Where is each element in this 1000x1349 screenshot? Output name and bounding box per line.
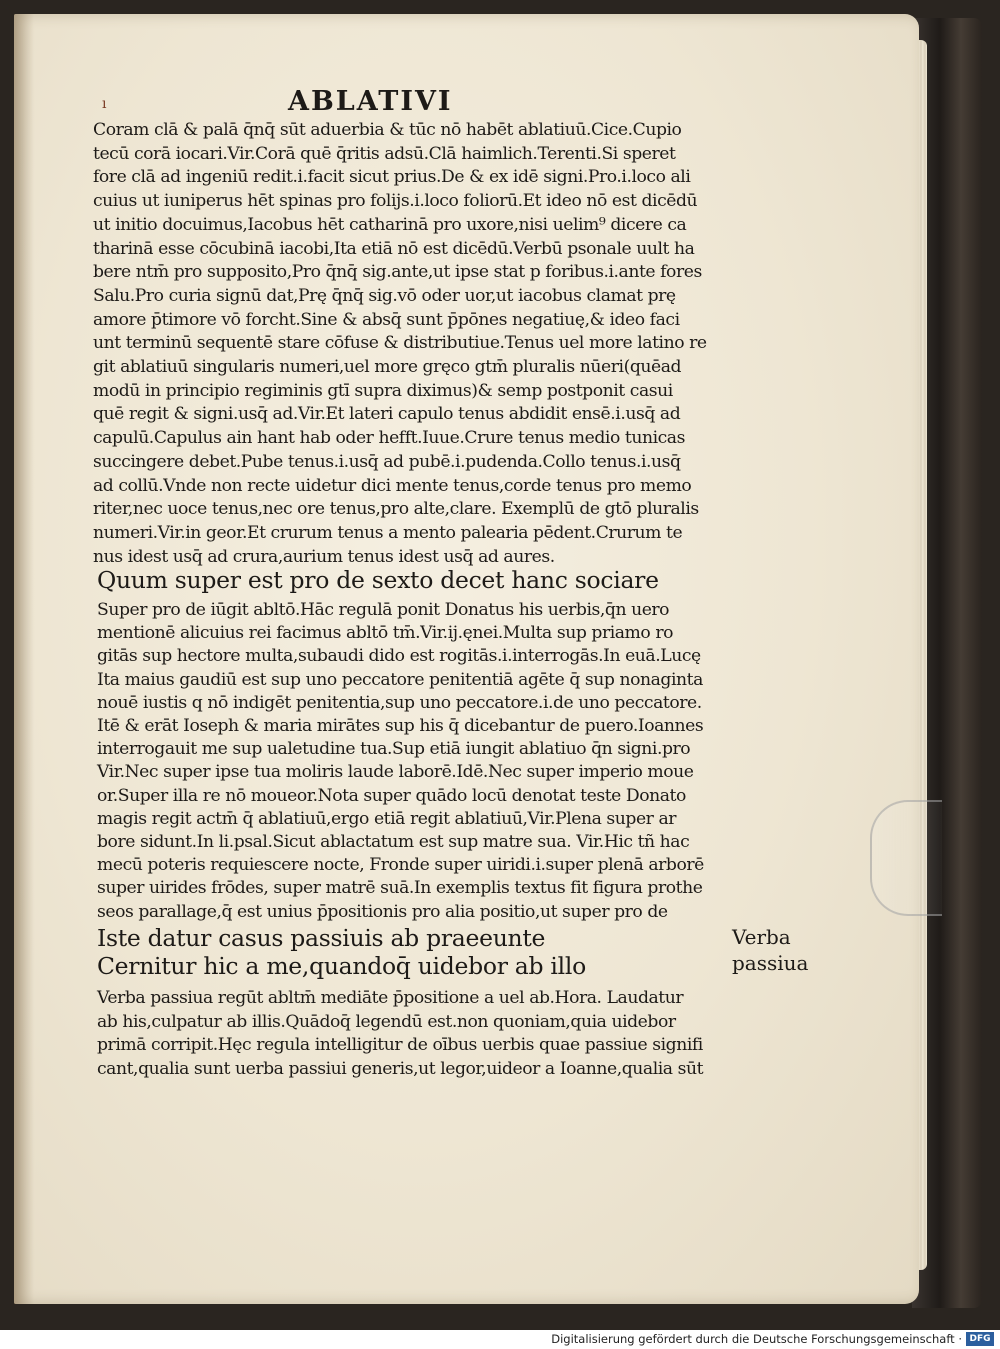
text-line: super uirides frōdes, super matrē suā.In exemplis textus fit figura prothe (97, 878, 703, 899)
text-line: cuius ut iuniperus hēt spinas pro folijs.i.loco foliorū.Et ideo nō est dicēdū (93, 191, 698, 212)
text-line: nouē iustis q nō indigēt penitentia,sup uno peccatore.i.de uno peccatore. (97, 692, 702, 713)
text-line: Vir.Nec super ipse tua moliris laude laborē.Idē.Nec super imperio moue (97, 762, 694, 783)
verse-rule-super: Quum super est pro de sexto decet hanc sociare (97, 566, 659, 594)
verse-rule-passiuis: Iste datur casus passiuis ab praeeunte (97, 924, 546, 952)
page-gutter-shadow (14, 14, 34, 1304)
text-line: bere ntm̄ pro supposito,Pro q̄nq̄ sig.ante,ut ipse stat p foribus.i.ante fores (93, 262, 702, 283)
text-line: modū in principio regiminis gtī supra diximus)& semp postponit casui (93, 380, 673, 401)
text-line: mentionē alicuius rei facimus abltō tm̄.Vir.ij.ęnei.Multa sup priamo ro (97, 623, 673, 644)
marginal-note-line: passiua (732, 951, 809, 975)
text-line: gitās sup hectore multa,subaudi dido est rogitās.i.interrogās.In euā.Lucę (97, 646, 701, 667)
text-line: ut initio docuimus,Iacobus hēt catharinā pro uxore,nisi uelim⁹ dicere ca (93, 214, 687, 235)
text-line: Salu.Pro curia signū dat,Prę q̄nq̄ sig.vō oder uor,ut iacobus clamat prę (93, 285, 676, 306)
text-line: Verba passiua regūt abltm̄ mediāte p̄positione a uel ab.Hora. Laudatur (97, 988, 684, 1008)
text-line: Itē & erāt Ioseph & maria mirātes sup his q̄ dicebantur de puero.Ioannes (97, 716, 704, 736)
text-line: magis regit actm̄ q̄ ablatiuū,ergo etiā regit ablatiuū,Vir.Plena super ar (97, 808, 677, 829)
marginal-note-line: Verba (732, 925, 791, 949)
text-line: interrogauit me sup ualetudine tua.Sup etiā iungit ablatiuo q̄n signi.pro (97, 739, 691, 760)
text-line: tecū corā iocari.Vir.Corā quē q̄ritis adsū.Clā haimlich.Terenti.Si speret (93, 143, 676, 164)
text-line: numeri.Vir.in geor.Et crurum tenus a mento palearia pēdent.Crurum te (93, 522, 683, 543)
text-line: ad collū.Vnde non recte uidetur dici mente tenus,corde tenus pro memo (93, 475, 692, 496)
text-line: riter,nec uoce tenus,nec ore tenus,pro alte,clare. Exemplū de gtō pluralis (93, 499, 699, 520)
text-line: succingere debet.Pube tenus.i.usq̄ ad pubē.i.pudenda.Collo tenus.i.usq̄ (93, 451, 681, 472)
text-line: or.Super illa re nō moueor.Nota super quādo locū denotat teste Donato (97, 785, 686, 806)
text-line: seos parallage,q̄ est unius p̄positionis pro alia positio,ut super pro de (97, 901, 668, 922)
text-line: amore p̄timore vō forcht.Sine & absq̄ sunt p̄pōnes negatiuę,& ideo faci (93, 309, 680, 330)
marginal-note (732, 924, 808, 976)
text-line: bore sidunt.In li.psal.Sicut ablactatum est sup matre sua. Vir.Hic tñ hac (97, 832, 690, 852)
dfg-logo: DFG (966, 1332, 994, 1346)
text-line: Ita maius gaudiū est sup uno peccatore penitentiā agēte q̄ sup nonaginta (97, 669, 703, 690)
text-line: quē regit & signi.usq̄ ad.Vir.Et lateri capulo tenus abdidit ensē.i.usq̄ ad (93, 404, 681, 425)
text-line: fore clā ad ingeniū redit.i.facit sicut prius.De & ex idē signi.Pro.i.loco ali (93, 167, 691, 188)
verse-rule-cernitur: Cernitur hic a me,quandoq̄ uidebor ab illo (97, 952, 586, 980)
text-line: ab his,culpatur ab illis.Quādoq̄ legendū est.non quoniam,quia uidebor (97, 1011, 676, 1032)
text-line: capulū.Capulus ain hant hab oder hefft.Iuue.Crure tenus medio tunicas (93, 428, 685, 449)
text-line: Super pro de iūgit abltō.Hāc regulā ponit Donatus his uerbis,q̄n uero (97, 600, 670, 620)
text-line: Coram clā & palā q̄nq̄ sūt aduerbia & tūc nō habēt ablatiuū.Cice.Cupio (93, 120, 682, 140)
running-head: ABLATIVI (288, 86, 453, 117)
text-line: cant,qualia sunt uerba passiui generis,ut legor,uideor a Ioanne,qualia sūt (97, 1058, 704, 1079)
text-line: tharinā esse cōcubinā iacobi,Ita etiā nō est dicēdū.Verbū psonale uult ha (93, 238, 695, 259)
text-line: unt terminū sequentē stare cōfuse & distributiue.Tenus uel more latino re (93, 333, 707, 354)
footer-credit: Digitalisierung gefördert durch die Deutsche Forschungsgemeinschaft · (551, 1332, 962, 1346)
text-line: nus idest usq̄ ad crura,aurium tenus idest usq̄ ad aures. (93, 546, 555, 567)
text-line: git ablatiuū singularis numeri,uel more gręco gtm̄ pluralis nūeri(quēad (93, 357, 682, 377)
digitization-footer (0, 1330, 1000, 1349)
text-line: mecū poteris requiescere nocte, Fronde super uiridi.i.super plenā arborē (97, 855, 704, 876)
text-line: primā corripit.Hęc regula intelligitur de oībus uerbis quae passiue signifi (97, 1035, 703, 1055)
ink-mark: ı (102, 96, 107, 112)
paper-clip-icon (870, 800, 942, 916)
